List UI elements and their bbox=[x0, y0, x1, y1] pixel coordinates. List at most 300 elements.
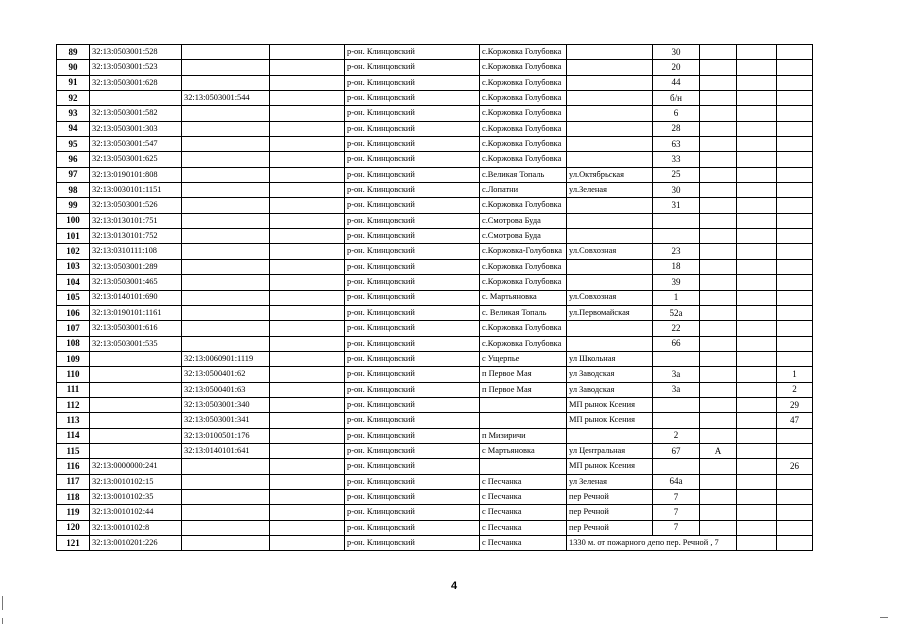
cadastral-number-cell: 32:13:0140101:690 bbox=[90, 290, 182, 305]
street-cell: ул Центральная bbox=[567, 443, 653, 458]
empty-cell bbox=[270, 459, 345, 474]
cadastral-number-cell: 32:13:0010102:15 bbox=[90, 474, 182, 489]
settlement-cell: с.Коржовка Голубовка bbox=[480, 75, 567, 90]
district-cell: р-он. Клинцовский bbox=[345, 75, 480, 90]
cadastral-number-cell: 32:13:0010201:226 bbox=[90, 536, 182, 551]
house-number-cell: 64а bbox=[653, 474, 700, 489]
letter-cell bbox=[700, 259, 737, 274]
house-number-cell: 1 bbox=[653, 290, 700, 305]
building-cell bbox=[737, 290, 777, 305]
row-number-cell: 99 bbox=[57, 198, 90, 213]
letter-cell bbox=[700, 137, 737, 152]
cadastral-number-alt-cell: 32:13:0503001:340 bbox=[182, 397, 270, 412]
building-cell bbox=[737, 183, 777, 198]
house-number-cell: 25 bbox=[653, 167, 700, 182]
settlement-cell: с.Коржовка Голубовка bbox=[480, 121, 567, 136]
table-row bbox=[57, 244, 813, 259]
letter-cell bbox=[700, 45, 737, 60]
street-cell: ул.Совхозная bbox=[567, 244, 653, 259]
apartment-cell bbox=[777, 152, 813, 167]
letter-cell bbox=[700, 213, 737, 228]
table-row bbox=[57, 397, 813, 412]
cadastral-number-alt-cell bbox=[182, 505, 270, 520]
row-number-cell: 91 bbox=[57, 75, 90, 90]
cadastral-number-cell bbox=[90, 382, 182, 397]
letter-cell bbox=[700, 75, 737, 90]
building-cell bbox=[737, 45, 777, 60]
row-number-cell: 89 bbox=[57, 45, 90, 60]
cadastral-number-cell bbox=[90, 428, 182, 443]
street-cell: МП рынок Ксения bbox=[567, 459, 653, 474]
cadastral-number-alt-cell bbox=[182, 275, 270, 290]
building-cell bbox=[737, 213, 777, 228]
cadastral-number-cell: 32:13:0310111:108 bbox=[90, 244, 182, 259]
apartment-cell bbox=[777, 137, 813, 152]
table-row bbox=[57, 382, 813, 397]
apartment-cell bbox=[777, 183, 813, 198]
table-row bbox=[57, 137, 813, 152]
letter-cell bbox=[700, 121, 737, 136]
cadastral-number-cell: 32:13:0130101:751 bbox=[90, 213, 182, 228]
district-cell: р-он. Клинцовский bbox=[345, 520, 480, 535]
cadastral-number-cell: 32:13:0130101:752 bbox=[90, 229, 182, 244]
building-cell bbox=[737, 275, 777, 290]
district-cell: р-он. Клинцовский bbox=[345, 198, 480, 213]
row-number-cell: 112 bbox=[57, 397, 90, 412]
building-cell bbox=[737, 152, 777, 167]
building-cell bbox=[737, 459, 777, 474]
street-cell bbox=[567, 106, 653, 121]
house-number-cell: 18 bbox=[653, 259, 700, 274]
letter-cell bbox=[700, 520, 737, 535]
district-cell: р-он. Клинцовский bbox=[345, 91, 480, 106]
cadastral-number-alt-cell: 32:13:0060901:1119 bbox=[182, 351, 270, 366]
letter-cell bbox=[700, 244, 737, 259]
table-row bbox=[57, 183, 813, 198]
row-number-cell: 97 bbox=[57, 167, 90, 182]
row-number-cell: 108 bbox=[57, 336, 90, 351]
cadastral-number-alt-cell bbox=[182, 60, 270, 75]
empty-cell bbox=[270, 229, 345, 244]
house-number-cell bbox=[653, 459, 700, 474]
building-cell bbox=[737, 60, 777, 75]
cadastral-number-cell: 32:13:0503001:465 bbox=[90, 275, 182, 290]
letter-cell bbox=[700, 60, 737, 75]
letter-cell bbox=[700, 489, 737, 504]
district-cell: р-он. Клинцовский bbox=[345, 505, 480, 520]
letter-cell bbox=[700, 183, 737, 198]
house-number-cell: 30 bbox=[653, 183, 700, 198]
house-number-cell: 66 bbox=[653, 336, 700, 351]
cadastral-number-alt-cell bbox=[182, 167, 270, 182]
district-cell: р-он. Клинцовский bbox=[345, 321, 480, 336]
street-cell: ул.Совхозная bbox=[567, 290, 653, 305]
cadastral-number-alt-cell bbox=[182, 152, 270, 167]
row-number-cell: 90 bbox=[57, 60, 90, 75]
cadastral-number-cell: 32:13:0190101:1161 bbox=[90, 305, 182, 320]
street-cell bbox=[567, 91, 653, 106]
settlement-cell: п Мизиричи bbox=[480, 428, 567, 443]
letter-cell bbox=[700, 474, 737, 489]
street-cell bbox=[567, 75, 653, 90]
letter-cell bbox=[700, 336, 737, 351]
district-cell: р-он. Клинцовский bbox=[345, 459, 480, 474]
building-cell bbox=[737, 321, 777, 336]
empty-cell bbox=[270, 167, 345, 182]
table-row bbox=[57, 45, 813, 60]
street-cell: пер Речной bbox=[567, 505, 653, 520]
empty-cell bbox=[270, 259, 345, 274]
settlement-cell: с.Коржовка-Голубовка bbox=[480, 244, 567, 259]
district-cell: р-он. Клинцовский bbox=[345, 121, 480, 136]
cadastral-number-alt-cell bbox=[182, 259, 270, 274]
building-cell bbox=[737, 382, 777, 397]
table-row bbox=[57, 60, 813, 75]
table-row bbox=[57, 321, 813, 336]
apartment-cell bbox=[777, 489, 813, 504]
row-number-cell: 107 bbox=[57, 321, 90, 336]
cadastral-number-cell: 32:13:0030101:1151 bbox=[90, 183, 182, 198]
cadastral-number-cell: 32:13:0010102:35 bbox=[90, 489, 182, 504]
table-row bbox=[57, 167, 813, 182]
apartment-cell: 1 bbox=[777, 367, 813, 382]
table-body bbox=[57, 45, 813, 551]
building-cell bbox=[737, 336, 777, 351]
district-cell: р-он. Клинцовский bbox=[345, 336, 480, 351]
street-cell bbox=[567, 152, 653, 167]
letter-cell bbox=[700, 275, 737, 290]
settlement-cell: с.Смотрова Буда bbox=[480, 229, 567, 244]
cadastral-number-cell bbox=[90, 367, 182, 382]
cadastral-number-cell: 32:13:0010102:44 bbox=[90, 505, 182, 520]
table-row bbox=[57, 505, 813, 520]
empty-cell bbox=[270, 443, 345, 458]
table-row bbox=[57, 229, 813, 244]
cadastral-number-cell: 32:13:0503001:628 bbox=[90, 75, 182, 90]
settlement-cell: с Песчанка bbox=[480, 520, 567, 535]
apartment-cell bbox=[777, 520, 813, 535]
street-cell bbox=[567, 275, 653, 290]
district-cell: р-он. Клинцовский bbox=[345, 305, 480, 320]
district-cell: р-он. Клинцовский bbox=[345, 106, 480, 121]
empty-cell bbox=[270, 413, 345, 428]
apartment-cell bbox=[777, 305, 813, 320]
district-cell: р-он. Клинцовский bbox=[345, 474, 480, 489]
cadastral-number-cell: 32:13:0503001:535 bbox=[90, 336, 182, 351]
house-number-cell: 7 bbox=[653, 505, 700, 520]
house-number-cell: 3а bbox=[653, 382, 700, 397]
district-cell: р-он. Клинцовский bbox=[345, 183, 480, 198]
cadastral-number-alt-cell bbox=[182, 244, 270, 259]
street-cell: МП рынок Ксения bbox=[567, 397, 653, 412]
building-cell bbox=[737, 489, 777, 504]
apartment-cell bbox=[777, 474, 813, 489]
settlement-cell: с.Коржовка Голубовка bbox=[480, 321, 567, 336]
letter-cell bbox=[700, 505, 737, 520]
house-number-cell: 22 bbox=[653, 321, 700, 336]
cadastral-table bbox=[56, 44, 813, 551]
apartment-cell: 29 bbox=[777, 397, 813, 412]
settlement-cell: с.Коржовка Голубовка bbox=[480, 198, 567, 213]
table-row bbox=[57, 91, 813, 106]
district-cell: р-он. Клинцовский bbox=[345, 137, 480, 152]
letter-cell bbox=[700, 321, 737, 336]
table-row bbox=[57, 428, 813, 443]
street-cell: пер Речной bbox=[567, 489, 653, 504]
house-number-cell: 30 bbox=[653, 45, 700, 60]
apartment-cell bbox=[777, 106, 813, 121]
apartment-cell: 47 bbox=[777, 413, 813, 428]
building-cell bbox=[737, 137, 777, 152]
cadastral-number-cell bbox=[90, 443, 182, 458]
row-number-cell: 113 bbox=[57, 413, 90, 428]
scan-speck bbox=[2, 618, 3, 624]
cadastral-number-alt-cell bbox=[182, 305, 270, 320]
house-number-cell: 67 bbox=[653, 443, 700, 458]
cadastral-number-alt-cell bbox=[182, 489, 270, 504]
district-cell: р-он. Клинцовский bbox=[345, 60, 480, 75]
street-cell: ул.Октябрьская bbox=[567, 167, 653, 182]
row-number-cell: 101 bbox=[57, 229, 90, 244]
empty-cell bbox=[270, 137, 345, 152]
row-number-cell: 114 bbox=[57, 428, 90, 443]
scan-speck bbox=[2, 596, 3, 610]
cadastral-number-cell: 32:13:0503001:523 bbox=[90, 60, 182, 75]
street-cell: пер Речной bbox=[567, 520, 653, 535]
apartment-cell bbox=[777, 45, 813, 60]
letter-cell bbox=[700, 167, 737, 182]
apartment-cell bbox=[777, 505, 813, 520]
empty-cell bbox=[270, 351, 345, 366]
letter-cell bbox=[700, 91, 737, 106]
cadastral-number-alt-cell bbox=[182, 213, 270, 228]
settlement-cell: п Первое Мая bbox=[480, 367, 567, 382]
house-number-cell: б/н bbox=[653, 91, 700, 106]
table-row bbox=[57, 520, 813, 535]
building-cell bbox=[737, 91, 777, 106]
street-cell bbox=[567, 321, 653, 336]
house-number-cell: 3а bbox=[653, 367, 700, 382]
cadastral-number-cell bbox=[90, 91, 182, 106]
street-cell bbox=[567, 428, 653, 443]
district-cell: р-он. Клинцовский bbox=[345, 45, 480, 60]
district-cell: р-он. Клинцовский bbox=[345, 428, 480, 443]
street-cell bbox=[567, 336, 653, 351]
letter-cell bbox=[700, 229, 737, 244]
settlement-cell: с. Мартьяновка bbox=[480, 290, 567, 305]
building-cell bbox=[737, 413, 777, 428]
apartment-cell bbox=[777, 121, 813, 136]
empty-cell bbox=[270, 321, 345, 336]
row-number-cell: 121 bbox=[57, 536, 90, 551]
street-cell: ул Зеленая bbox=[567, 474, 653, 489]
row-number-cell: 115 bbox=[57, 443, 90, 458]
street-cell bbox=[567, 121, 653, 136]
settlement-cell: с.Смотрова Буда bbox=[480, 213, 567, 228]
building-cell bbox=[737, 244, 777, 259]
cadastral-number-alt-cell bbox=[182, 459, 270, 474]
cadastral-number-alt-cell: 32:13:0100501:176 bbox=[182, 428, 270, 443]
apartment-cell bbox=[777, 75, 813, 90]
apartment-cell bbox=[777, 321, 813, 336]
apartment-cell bbox=[777, 290, 813, 305]
house-number-cell: 63 bbox=[653, 137, 700, 152]
empty-cell bbox=[270, 91, 345, 106]
house-number-cell: 52а bbox=[653, 305, 700, 320]
apartment-cell bbox=[777, 91, 813, 106]
cadastral-number-cell bbox=[90, 397, 182, 412]
settlement-cell: с.Коржовка Голубовка bbox=[480, 60, 567, 75]
building-cell bbox=[737, 397, 777, 412]
table-row bbox=[57, 275, 813, 290]
table-row bbox=[57, 152, 813, 167]
settlement-cell: с. Великая Топаль bbox=[480, 305, 567, 320]
district-cell: р-он. Клинцовский bbox=[345, 351, 480, 366]
row-number-cell: 117 bbox=[57, 474, 90, 489]
building-cell bbox=[737, 259, 777, 274]
settlement-cell: с Ущерпье bbox=[480, 351, 567, 366]
row-number-cell: 120 bbox=[57, 520, 90, 535]
district-cell: р-он. Клинцовский bbox=[345, 443, 480, 458]
house-number-cell: 31 bbox=[653, 198, 700, 213]
empty-cell bbox=[270, 397, 345, 412]
empty-cell bbox=[270, 290, 345, 305]
empty-cell bbox=[270, 305, 345, 320]
apartment-cell bbox=[777, 229, 813, 244]
letter-cell bbox=[700, 397, 737, 412]
settlement-cell: с Мартьяновка bbox=[480, 443, 567, 458]
district-cell: р-он. Клинцовский bbox=[345, 367, 480, 382]
apartment-cell bbox=[777, 428, 813, 443]
building-cell bbox=[737, 229, 777, 244]
street-cell: 1330 м. от пожарного депо пер. Речной , 7 bbox=[567, 536, 737, 551]
settlement-cell: с.Коржовка Голубовка bbox=[480, 45, 567, 60]
street-cell bbox=[567, 198, 653, 213]
table-row bbox=[57, 443, 813, 458]
table-row bbox=[57, 351, 813, 366]
cadastral-number-alt-cell: 32:13:0500401:63 bbox=[182, 382, 270, 397]
cadastral-number-cell: 32:13:0503001:303 bbox=[90, 121, 182, 136]
building-cell bbox=[737, 351, 777, 366]
row-number-cell: 110 bbox=[57, 367, 90, 382]
building-cell bbox=[737, 198, 777, 213]
settlement-cell: с.Коржовка Голубовка bbox=[480, 137, 567, 152]
settlement-cell: с Песчанка bbox=[480, 474, 567, 489]
cadastral-number-cell: 32:13:0503001:526 bbox=[90, 198, 182, 213]
house-number-cell: 20 bbox=[653, 60, 700, 75]
letter-cell bbox=[700, 382, 737, 397]
apartment-cell bbox=[777, 213, 813, 228]
street-cell bbox=[567, 137, 653, 152]
apartment-cell bbox=[777, 536, 813, 551]
apartment-cell: 26 bbox=[777, 459, 813, 474]
apartment-cell bbox=[777, 167, 813, 182]
settlement-cell: с Песчанка bbox=[480, 536, 567, 551]
house-number-cell: 6 bbox=[653, 106, 700, 121]
empty-cell bbox=[270, 198, 345, 213]
empty-cell bbox=[270, 106, 345, 121]
settlement-cell: с Песчанка bbox=[480, 505, 567, 520]
row-number-cell: 118 bbox=[57, 489, 90, 504]
cadastral-number-alt-cell bbox=[182, 183, 270, 198]
row-number-cell: 119 bbox=[57, 505, 90, 520]
street-cell bbox=[567, 259, 653, 274]
apartment-cell bbox=[777, 259, 813, 274]
letter-cell bbox=[700, 305, 737, 320]
empty-cell bbox=[270, 121, 345, 136]
street-cell: ул.Зеленая bbox=[567, 183, 653, 198]
empty-cell bbox=[270, 275, 345, 290]
empty-cell bbox=[270, 382, 345, 397]
letter-cell: А bbox=[700, 443, 737, 458]
empty-cell bbox=[270, 536, 345, 551]
settlement-cell bbox=[480, 413, 567, 428]
empty-cell bbox=[270, 60, 345, 75]
row-number-cell: 96 bbox=[57, 152, 90, 167]
apartment-cell bbox=[777, 275, 813, 290]
settlement-cell bbox=[480, 397, 567, 412]
district-cell: р-он. Клинцовский bbox=[345, 229, 480, 244]
apartment-cell: 2 bbox=[777, 382, 813, 397]
table-row bbox=[57, 413, 813, 428]
cadastral-number-cell: 32:13:0503001:289 bbox=[90, 259, 182, 274]
settlement-cell: с.Великая Топаль bbox=[480, 167, 567, 182]
table-row bbox=[57, 459, 813, 474]
row-number-cell: 109 bbox=[57, 351, 90, 366]
empty-cell bbox=[270, 489, 345, 504]
cadastral-number-alt-cell: 32:13:0503001:341 bbox=[182, 413, 270, 428]
house-number-cell: 23 bbox=[653, 244, 700, 259]
house-number-cell: 7 bbox=[653, 489, 700, 504]
letter-cell bbox=[700, 367, 737, 382]
street-cell: ул Заводская bbox=[567, 367, 653, 382]
letter-cell bbox=[700, 351, 737, 366]
row-number-cell: 105 bbox=[57, 290, 90, 305]
settlement-cell: с Песчанка bbox=[480, 489, 567, 504]
district-cell: р-он. Клинцовский bbox=[345, 382, 480, 397]
empty-cell bbox=[270, 183, 345, 198]
empty-cell bbox=[270, 244, 345, 259]
house-number-cell bbox=[653, 351, 700, 366]
cadastral-number-cell: 32:13:0190101:808 bbox=[90, 167, 182, 182]
table-row bbox=[57, 336, 813, 351]
empty-cell bbox=[270, 152, 345, 167]
cadastral-number-cell: 32:13:0010102:8 bbox=[90, 520, 182, 535]
table-row bbox=[57, 259, 813, 274]
house-number-cell: 44 bbox=[653, 75, 700, 90]
empty-cell bbox=[270, 75, 345, 90]
row-number-cell: 98 bbox=[57, 183, 90, 198]
district-cell: р-он. Клинцовский bbox=[345, 290, 480, 305]
cadastral-number-alt-cell: 32:13:0503001:544 bbox=[182, 91, 270, 106]
street-cell bbox=[567, 45, 653, 60]
table-row bbox=[57, 106, 813, 121]
empty-cell bbox=[270, 367, 345, 382]
house-number-cell bbox=[653, 229, 700, 244]
cadastral-number-alt-cell bbox=[182, 121, 270, 136]
cadastral-number-cell: 32:13:0503001:616 bbox=[90, 321, 182, 336]
empty-cell bbox=[270, 520, 345, 535]
district-cell: р-он. Клинцовский bbox=[345, 167, 480, 182]
district-cell: р-он. Клинцовский bbox=[345, 489, 480, 504]
settlement-cell: с.Коржовка Голубовка bbox=[480, 275, 567, 290]
street-cell: ул Заводская bbox=[567, 382, 653, 397]
settlement-cell: с.Коржовка Голубовка bbox=[480, 152, 567, 167]
house-number-cell: 2 bbox=[653, 428, 700, 443]
house-number-cell bbox=[653, 397, 700, 412]
district-cell: р-он. Клинцовский bbox=[345, 244, 480, 259]
row-number-cell: 92 bbox=[57, 91, 90, 106]
